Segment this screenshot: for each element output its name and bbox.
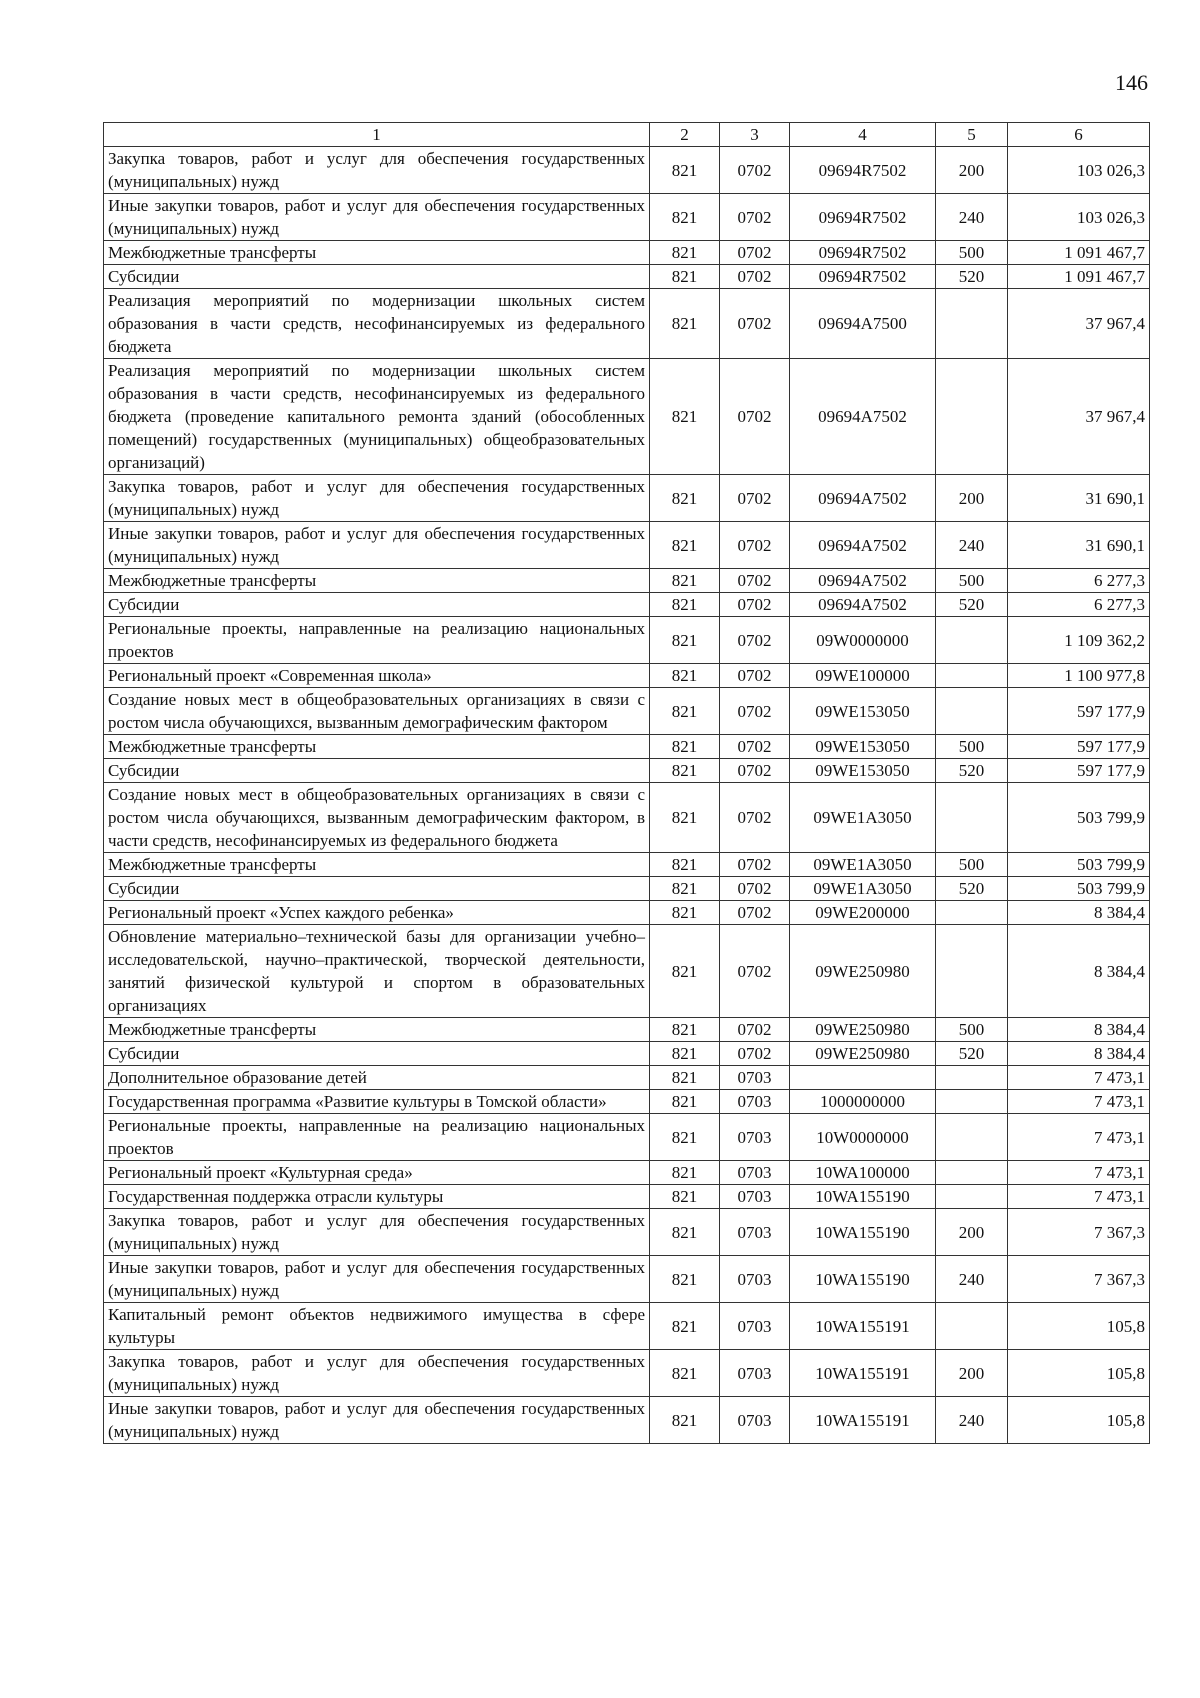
row-name: Дополнительное образование детей [104, 1066, 650, 1090]
row-target-article: 09694R7502 [790, 241, 936, 265]
row-grbs-code: 821 [650, 901, 720, 925]
table-row [104, 1185, 1150, 1209]
row-amount: 503 799,9 [1008, 877, 1150, 901]
row-section-code: 0703 [720, 1066, 790, 1090]
row-expense-kind: 500 [936, 569, 1008, 593]
row-expense-kind: 200 [936, 475, 1008, 522]
row-grbs-code: 821 [650, 759, 720, 783]
row-expense-kind [936, 1185, 1008, 1209]
row-amount: 7 473,1 [1008, 1161, 1150, 1185]
row-section-code: 0703 [720, 1397, 790, 1444]
row-name: Межбюджетные трансферты [104, 241, 650, 265]
row-expense-kind: 520 [936, 759, 1008, 783]
row-grbs-code: 821 [650, 1350, 720, 1397]
row-target-article [790, 1066, 936, 1090]
table-row [104, 1209, 1150, 1256]
row-name: Субсидии [104, 1042, 650, 1066]
row-name: Региональный проект «Современная школа» [104, 664, 650, 688]
row-name: Реализация мероприятий по модернизации школьных систем образования в части средств, несофинансируемых из федерального бюджета [104, 289, 650, 359]
row-amount: 597 177,9 [1008, 759, 1150, 783]
row-grbs-code: 821 [650, 1090, 720, 1114]
row-amount: 31 690,1 [1008, 522, 1150, 569]
row-amount: 8 384,4 [1008, 925, 1150, 1018]
row-expense-kind: 500 [936, 735, 1008, 759]
row-name: Региональные проекты, направленные на реализацию национальных проектов [104, 617, 650, 664]
row-section-code: 0703 [720, 1303, 790, 1350]
row-amount: 7 473,1 [1008, 1114, 1150, 1161]
row-grbs-code: 821 [650, 688, 720, 735]
row-section-code: 0702 [720, 475, 790, 522]
table-row [104, 783, 1150, 853]
row-expense-kind: 200 [936, 1209, 1008, 1256]
row-grbs-code: 821 [650, 1397, 720, 1444]
row-amount: 105,8 [1008, 1303, 1150, 1350]
header-cell: 6 [1008, 123, 1150, 147]
row-grbs-code: 821 [650, 265, 720, 289]
row-grbs-code: 821 [650, 569, 720, 593]
header-cell: 2 [650, 123, 720, 147]
row-name: Иные закупки товаров, работ и услуг для обеспечения государственных (муниципальных) нужд [104, 1397, 650, 1444]
row-name: Межбюджетные трансферты [104, 853, 650, 877]
row-amount: 8 384,4 [1008, 1018, 1150, 1042]
table-row [104, 877, 1150, 901]
row-amount: 7 473,1 [1008, 1066, 1150, 1090]
row-name: Закупка товаров, работ и услуг для обеспечения государственных (муниципальных) нужд [104, 147, 650, 194]
row-expense-kind [936, 783, 1008, 853]
row-section-code: 0703 [720, 1350, 790, 1397]
row-grbs-code: 821 [650, 1161, 720, 1185]
row-section-code: 0702 [720, 147, 790, 194]
row-target-article: 09694R7502 [790, 194, 936, 241]
row-amount: 503 799,9 [1008, 853, 1150, 877]
row-grbs-code: 821 [650, 1066, 720, 1090]
row-expense-kind [936, 1161, 1008, 1185]
row-expense-kind: 240 [936, 522, 1008, 569]
row-name: Субсидии [104, 593, 650, 617]
row-section-code: 0703 [720, 1209, 790, 1256]
row-target-article: 09694R7502 [790, 265, 936, 289]
row-name: Реализация мероприятий по модернизации школьных систем образования в части средств, несофинансируемых из федерального бюджета (проведение капитального ремонта зданий (обособленных помещений) государственных (муниципальных) общеобразовательных организаций) [104, 359, 650, 475]
row-expense-kind [936, 688, 1008, 735]
row-section-code: 0702 [720, 289, 790, 359]
row-name: Создание новых мест в общеобразовательных организациях в связи с ростом числа обучающихся, вызванным демографическим фактором [104, 688, 650, 735]
row-amount: 503 799,9 [1008, 783, 1150, 853]
row-grbs-code: 821 [650, 593, 720, 617]
row-name: Иные закупки товаров, работ и услуг для обеспечения государственных (муниципальных) нужд [104, 1256, 650, 1303]
row-expense-kind: 520 [936, 265, 1008, 289]
row-amount: 105,8 [1008, 1397, 1150, 1444]
row-target-article: 09WE100000 [790, 664, 936, 688]
row-amount: 597 177,9 [1008, 735, 1150, 759]
row-grbs-code: 821 [650, 289, 720, 359]
row-section-code: 0702 [720, 617, 790, 664]
header-cell: 5 [936, 123, 1008, 147]
row-expense-kind: 520 [936, 593, 1008, 617]
row-amount: 1 091 467,7 [1008, 265, 1150, 289]
row-section-code: 0703 [720, 1114, 790, 1161]
row-target-article: 09WE250980 [790, 925, 936, 1018]
row-target-article: 09WE153050 [790, 735, 936, 759]
row-expense-kind: 520 [936, 877, 1008, 901]
row-section-code: 0702 [720, 688, 790, 735]
row-target-article: 09694R7502 [790, 147, 936, 194]
row-grbs-code: 821 [650, 877, 720, 901]
row-section-code: 0702 [720, 664, 790, 688]
table-row [104, 664, 1150, 688]
row-amount: 8 384,4 [1008, 1042, 1150, 1066]
table-row [104, 1018, 1150, 1042]
row-target-article: 09694A7502 [790, 593, 936, 617]
row-section-code: 0702 [720, 359, 790, 475]
row-target-article: 10WA155191 [790, 1350, 936, 1397]
table-row [104, 147, 1150, 194]
page-number: 146 [1115, 70, 1148, 95]
row-grbs-code: 821 [650, 1303, 720, 1350]
row-amount: 105,8 [1008, 1350, 1150, 1397]
row-expense-kind: 500 [936, 1018, 1008, 1042]
row-target-article: 09WE153050 [790, 688, 936, 735]
row-expense-kind [936, 925, 1008, 1018]
table-row [104, 522, 1150, 569]
row-expense-kind: 240 [936, 194, 1008, 241]
row-expense-kind: 500 [936, 241, 1008, 265]
row-amount: 6 277,3 [1008, 569, 1150, 593]
row-target-article: 09694A7502 [790, 359, 936, 475]
table-row [104, 593, 1150, 617]
row-section-code: 0702 [720, 853, 790, 877]
row-expense-kind [936, 617, 1008, 664]
row-section-code: 0702 [720, 194, 790, 241]
row-grbs-code: 821 [650, 925, 720, 1018]
table-row [104, 359, 1150, 475]
row-section-code: 0702 [720, 1042, 790, 1066]
row-expense-kind [936, 359, 1008, 475]
row-name: Субсидии [104, 265, 650, 289]
row-expense-kind: 500 [936, 853, 1008, 877]
row-grbs-code: 821 [650, 1114, 720, 1161]
row-amount: 7 473,1 [1008, 1185, 1150, 1209]
budget-table [103, 122, 1150, 1444]
row-target-article: 09WE1A3050 [790, 853, 936, 877]
row-grbs-code: 821 [650, 241, 720, 265]
row-grbs-code: 821 [650, 783, 720, 853]
row-amount: 31 690,1 [1008, 475, 1150, 522]
row-grbs-code: 821 [650, 617, 720, 664]
row-target-article: 09694A7502 [790, 522, 936, 569]
table-row [104, 1397, 1150, 1444]
row-amount: 1 091 467,7 [1008, 241, 1150, 265]
table-row [104, 759, 1150, 783]
row-target-article: 10WA155191 [790, 1303, 936, 1350]
table-row [104, 1303, 1150, 1350]
row-target-article: 09WE250980 [790, 1042, 936, 1066]
row-section-code: 0702 [720, 569, 790, 593]
row-grbs-code: 821 [650, 1042, 720, 1066]
table-row [104, 194, 1150, 241]
row-expense-kind [936, 1066, 1008, 1090]
row-amount: 6 277,3 [1008, 593, 1150, 617]
row-grbs-code: 821 [650, 1209, 720, 1256]
table-row [104, 1350, 1150, 1397]
row-name: Государственная поддержка отрасли культуры [104, 1185, 650, 1209]
header-cell: 4 [790, 123, 936, 147]
row-name: Региональные проекты, направленные на реализацию национальных проектов [104, 1114, 650, 1161]
row-name: Закупка товаров, работ и услуг для обеспечения государственных (муниципальных) нужд [104, 1350, 650, 1397]
row-grbs-code: 821 [650, 522, 720, 569]
row-name: Создание новых мест в общеобразовательных организациях в связи с ростом числа обучающихся, вызванным демографическим фактором, в части средств, несофинансируемых из федерального бюджета [104, 783, 650, 853]
row-name: Иные закупки товаров, работ и услуг для обеспечения государственных (муниципальных) нужд [104, 522, 650, 569]
row-expense-kind: 240 [936, 1256, 1008, 1303]
table-row [104, 688, 1150, 735]
row-grbs-code: 821 [650, 147, 720, 194]
row-expense-kind: 200 [936, 1350, 1008, 1397]
row-section-code: 0703 [720, 1161, 790, 1185]
row-section-code: 0702 [720, 759, 790, 783]
row-expense-kind [936, 1090, 1008, 1114]
row-name: Региональный проект «Культурная среда» [104, 1161, 650, 1185]
row-grbs-code: 821 [650, 853, 720, 877]
row-name: Межбюджетные трансферты [104, 1018, 650, 1042]
row-section-code: 0703 [720, 1185, 790, 1209]
row-expense-kind [936, 664, 1008, 688]
row-grbs-code: 821 [650, 1256, 720, 1303]
row-section-code: 0703 [720, 1090, 790, 1114]
row-name: Обновление материально–технической базы для организации учебно–исследовательской, научно–практической, творческой деятельности, занятий физической культурой и спортом в образовательных организациях [104, 925, 650, 1018]
row-target-article: 09WE1A3050 [790, 783, 936, 853]
table-row [104, 1256, 1150, 1303]
header-cell: 1 [104, 123, 650, 147]
table-row [104, 289, 1150, 359]
table-row [104, 1042, 1150, 1066]
row-grbs-code: 821 [650, 475, 720, 522]
row-amount: 37 967,4 [1008, 289, 1150, 359]
table-row [104, 265, 1150, 289]
row-target-article: 09WE1A3050 [790, 877, 936, 901]
row-amount: 103 026,3 [1008, 194, 1150, 241]
row-section-code: 0702 [720, 241, 790, 265]
header-row [104, 123, 1150, 147]
row-target-article: 10WA155190 [790, 1185, 936, 1209]
row-section-code: 0702 [720, 522, 790, 569]
row-grbs-code: 821 [650, 735, 720, 759]
row-amount: 7 367,3 [1008, 1209, 1150, 1256]
row-target-article: 09694A7500 [790, 289, 936, 359]
row-name: Капитальный ремонт объектов недвижимого имущества в сфере культуры [104, 1303, 650, 1350]
row-name: Межбюджетные трансферты [104, 735, 650, 759]
table-row [104, 1066, 1150, 1090]
row-target-article: 10WA155191 [790, 1397, 936, 1444]
row-expense-kind: 240 [936, 1397, 1008, 1444]
row-target-article: 10WA155190 [790, 1256, 936, 1303]
row-expense-kind: 200 [936, 147, 1008, 194]
row-target-article: 10W0000000 [790, 1114, 936, 1161]
row-grbs-code: 821 [650, 1185, 720, 1209]
row-target-article: 09WE200000 [790, 901, 936, 925]
row-expense-kind [936, 1303, 1008, 1350]
row-expense-kind: 520 [936, 1042, 1008, 1066]
row-expense-kind [936, 289, 1008, 359]
row-name: Субсидии [104, 759, 650, 783]
row-grbs-code: 821 [650, 1018, 720, 1042]
row-section-code: 0702 [720, 783, 790, 853]
row-name: Закупка товаров, работ и услуг для обеспечения государственных (муниципальных) нужд [104, 1209, 650, 1256]
row-section-code: 0702 [720, 1018, 790, 1042]
table-row [104, 901, 1150, 925]
table-row [104, 853, 1150, 877]
row-grbs-code: 821 [650, 194, 720, 241]
row-target-article: 09WE153050 [790, 759, 936, 783]
row-section-code: 0702 [720, 877, 790, 901]
row-target-article: 09W0000000 [790, 617, 936, 664]
table-row [104, 617, 1150, 664]
row-name: Субсидии [104, 877, 650, 901]
row-section-code: 0702 [720, 593, 790, 617]
row-amount: 7 367,3 [1008, 1256, 1150, 1303]
row-section-code: 0702 [720, 901, 790, 925]
row-target-article: 1000000000 [790, 1090, 936, 1114]
row-grbs-code: 821 [650, 664, 720, 688]
row-expense-kind [936, 901, 1008, 925]
row-target-article: 10WA100000 [790, 1161, 936, 1185]
row-section-code: 0702 [720, 735, 790, 759]
row-amount: 1 109 362,2 [1008, 617, 1150, 664]
row-section-code: 0703 [720, 1256, 790, 1303]
row-amount: 8 384,4 [1008, 901, 1150, 925]
row-target-article: 09694A7502 [790, 569, 936, 593]
table-row [104, 475, 1150, 522]
table-row [104, 241, 1150, 265]
row-name: Региональный проект «Успех каждого ребенка» [104, 901, 650, 925]
row-name: Межбюджетные трансферты [104, 569, 650, 593]
header-cell: 3 [720, 123, 790, 147]
table-row [104, 735, 1150, 759]
row-amount: 1 100 977,8 [1008, 664, 1150, 688]
row-target-article: 09WE250980 [790, 1018, 936, 1042]
table-row [104, 1161, 1150, 1185]
table-row [104, 569, 1150, 593]
row-amount: 7 473,1 [1008, 1090, 1150, 1114]
row-amount: 37 967,4 [1008, 359, 1150, 475]
row-name: Закупка товаров, работ и услуг для обеспечения государственных (муниципальных) нужд [104, 475, 650, 522]
row-target-article: 10WA155190 [790, 1209, 936, 1256]
row-section-code: 0702 [720, 265, 790, 289]
table-row [104, 1090, 1150, 1114]
row-name: Иные закупки товаров, работ и услуг для обеспечения государственных (муниципальных) нужд [104, 194, 650, 241]
table-row [104, 1114, 1150, 1161]
row-expense-kind [936, 1114, 1008, 1161]
row-section-code: 0702 [720, 925, 790, 1018]
row-amount: 597 177,9 [1008, 688, 1150, 735]
row-grbs-code: 821 [650, 359, 720, 475]
table-row [104, 925, 1150, 1018]
row-target-article: 09694A7502 [790, 475, 936, 522]
row-amount: 103 026,3 [1008, 147, 1150, 194]
row-name: Государственная программа «Развитие культуры в Томской области» [104, 1090, 650, 1114]
table-body [104, 147, 1150, 1444]
